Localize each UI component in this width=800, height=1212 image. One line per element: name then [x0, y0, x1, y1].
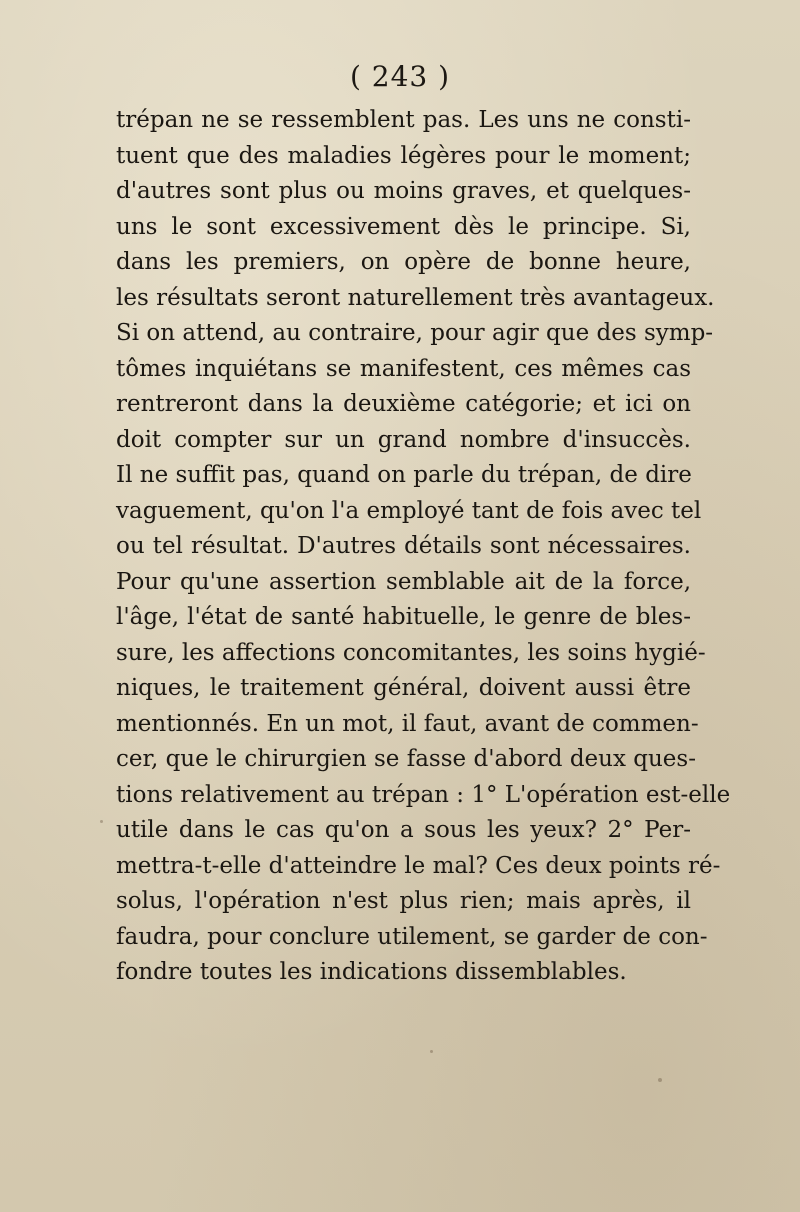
text-line: rentreront dans la deuxième catégorie; et ici on	[116, 391, 691, 417]
paper-speck	[658, 1078, 662, 1082]
text-line: Il ne suffit pas, quand on parle du trépan, de dire	[116, 462, 692, 488]
text-line: solus, l'opération n'est plus rien; mais après, il	[116, 888, 691, 914]
text-line: vaguement, qu'on l'a employé tant de fois avec tel	[116, 497, 702, 524]
text-line-last: fondre toutes les indications dissemblables.	[116, 959, 627, 985]
text-line: d'autres sont plus ou moins graves, et quelques-	[116, 178, 691, 204]
text-line: tions relativement au trépan : 1° L'opération est-elle	[116, 781, 731, 808]
text-line: sure, les affections concomitantes, les soins hygié-	[116, 639, 706, 666]
text-line: tômes inquiétans se manifestent, ces mêmes cas	[116, 355, 691, 382]
text-line: les résultats seront naturellement très avantageux.	[116, 284, 715, 311]
text-line: Si on attend, au contraire, pour agir que des symp-	[116, 320, 714, 346]
text-line: mettra-t-elle d'atteindre le mal? Ces deux points ré-	[116, 852, 721, 879]
text-line: utile dans le cas qu'on a sous les yeux? 2° Per-	[116, 817, 691, 843]
text-line: faudra, pour conclure utilement, se garder de con-	[116, 923, 708, 950]
text-line: tuent que des maladies légères pour le moment;	[116, 142, 691, 169]
body-text	[116, 103, 731, 991]
text-line: mentionnés. En un mot, il faut, avant de commen-	[116, 710, 699, 737]
text-line: niques, le traitement général, doivent aussi être	[116, 675, 691, 701]
text-line: l'âge, l'état de santé habituelle, le genre de bles-	[116, 604, 691, 630]
text-line: uns le sont excessivement dès le principe. Si,	[116, 213, 691, 240]
text-line: Pour qu'une assertion semblable ait de la force,	[116, 568, 691, 595]
paper-speck	[430, 1050, 433, 1053]
text-line: dans les premiers, on opère de bonne heure,	[116, 249, 691, 275]
text-line: doit compter sur un grand nombre d'insuccès.	[116, 426, 691, 453]
page-number: ( 243 )	[349, 60, 451, 93]
text-line: ou tel résultat. D'autres détails sont nécessaires.	[116, 533, 691, 559]
paper-speck	[100, 820, 103, 823]
text-line: trépan ne se ressemblent pas. Les uns ne consti-	[116, 107, 691, 133]
text-line: cer, que le chirurgien se fasse d'abord deux ques-	[116, 746, 696, 772]
